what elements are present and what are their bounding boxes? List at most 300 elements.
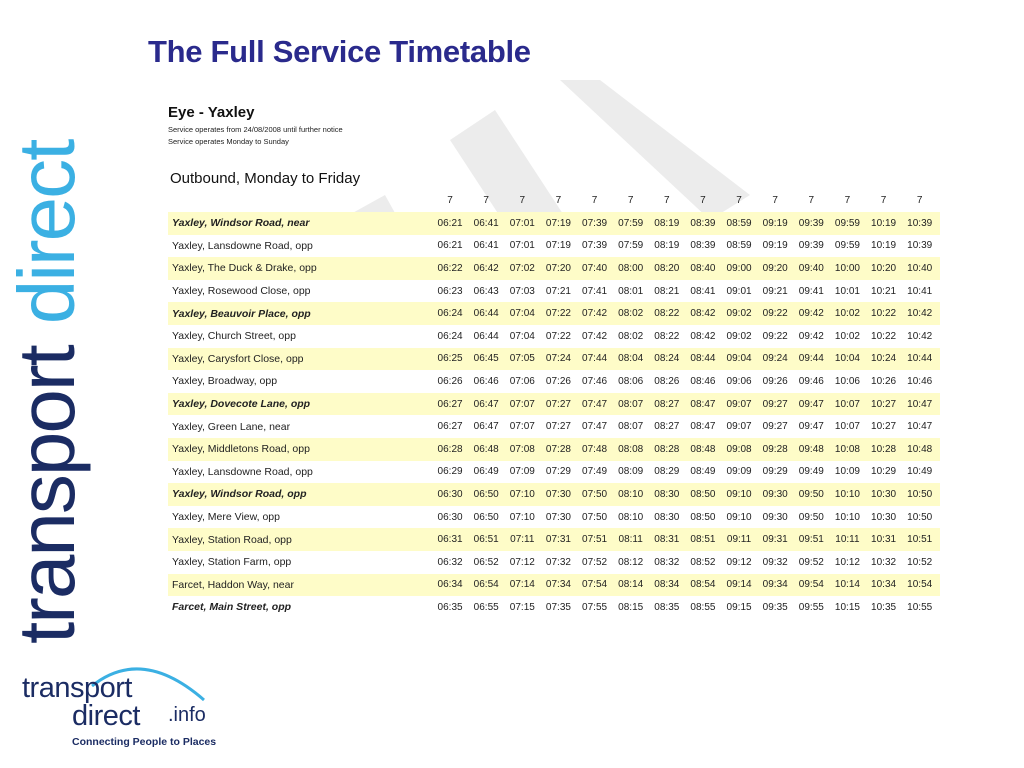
departure-time-cell: 06:29 — [437, 466, 463, 478]
departure-time-cell: 08:50 — [690, 488, 716, 500]
table-row — [168, 506, 940, 529]
stop-name: Yaxley, Station Road, opp — [172, 533, 292, 546]
departure-time-cell: 06:54 — [473, 579, 499, 591]
departure-time-cell: 09:34 — [762, 579, 788, 591]
departure-time-cell: 08:15 — [618, 601, 644, 613]
departure-time-cell: 06:28 — [437, 443, 463, 455]
departure-time-cell: 06:30 — [437, 511, 463, 523]
departure-time-cell: 07:20 — [545, 262, 571, 274]
hours-header-row — [432, 195, 938, 209]
table-row — [168, 348, 940, 371]
departure-time-cell: 07:03 — [509, 285, 535, 297]
departure-time-cell: 07:11 — [510, 534, 535, 546]
departure-times — [432, 512, 938, 523]
departure-time-cell: 08:34 — [654, 579, 680, 591]
departure-time-cell: 07:02 — [509, 262, 535, 274]
service-note-days: Service operates Monday to Sunday — [168, 137, 289, 146]
departure-times — [432, 557, 938, 568]
departure-time-cell: 09:08 — [726, 443, 752, 455]
departure-time-cell: 07:48 — [582, 443, 608, 455]
departure-time-cell: 06:21 — [437, 240, 463, 252]
departure-time-cell: 07:04 — [509, 308, 535, 320]
departure-time-cell: 09:19 — [762, 240, 788, 252]
departure-time-cell: 07:50 — [582, 511, 608, 523]
departure-time-cell: 09:55 — [798, 601, 824, 613]
departure-time-cell: 10:54 — [907, 579, 933, 591]
departure-time-cell: 09:28 — [762, 443, 788, 455]
departure-time-cell: 10:01 — [834, 285, 860, 297]
departure-time-cell: 08:42 — [690, 330, 716, 342]
departure-time-cell: 08:21 — [654, 285, 680, 297]
hour-header-cell: 7 — [627, 195, 634, 206]
departure-time-cell: 08:20 — [654, 262, 680, 274]
hour-header-cell: 7 — [664, 195, 670, 206]
hour-header-cell: 7 — [591, 195, 598, 206]
departure-time-cell: 09:40 — [798, 262, 824, 274]
departure-time-cell: 09:42 — [798, 308, 824, 320]
departure-time-cell: 07:14 — [509, 579, 535, 591]
departure-time-cell: 10:02 — [834, 308, 860, 320]
hour-header-cell: 7 — [916, 195, 923, 206]
departure-time-cell: 09:59 — [834, 217, 860, 229]
departure-time-cell: 09:02 — [726, 308, 752, 320]
departure-time-cell: 10:52 — [907, 556, 933, 568]
stop-name: Yaxley, Green Lane, near — [172, 420, 291, 433]
departure-time-cell: 09:35 — [762, 601, 788, 613]
departure-time-cell: 08:12 — [618, 556, 644, 568]
departure-time-cell: 09:29 — [762, 466, 788, 478]
departure-time-cell: 10:08 — [834, 443, 860, 455]
departure-time-cell: 07:29 — [545, 466, 571, 478]
departure-time-cell: 07:44 — [582, 353, 608, 365]
departure-time-cell: 09:50 — [798, 511, 824, 523]
departure-times — [432, 286, 938, 297]
departure-time-cell: 07:27 — [545, 421, 571, 433]
departure-time-cell: 09:30 — [762, 488, 788, 500]
departure-time-cell: 08:02 — [618, 308, 644, 320]
departure-time-cell: 07:30 — [545, 488, 571, 500]
departure-time-cell: 10:41 — [907, 285, 933, 297]
hour-header-cell: 7 — [555, 195, 562, 206]
stop-name: Yaxley, Middletons Road, opp — [172, 443, 310, 456]
departure-time-cell: 07:28 — [545, 443, 571, 455]
departure-time-cell: 09:12 — [726, 556, 752, 568]
departure-time-cell: 08:30 — [654, 488, 680, 500]
departure-time-cell: 06:22 — [437, 262, 463, 274]
departure-time-cell: 08:07 — [618, 421, 644, 433]
departure-time-cell: 07:42 — [582, 330, 608, 342]
departure-time-cell: 07:46 — [582, 375, 608, 387]
table-row — [168, 438, 940, 461]
table-row — [168, 528, 940, 551]
departure-time-cell: 08:48 — [690, 443, 716, 455]
departure-time-cell: 10:02 — [834, 330, 860, 342]
departure-time-cell: 07:12 — [509, 556, 535, 568]
departure-time-cell: 08:59 — [726, 240, 752, 252]
departure-time-cell: 08:46 — [690, 375, 716, 387]
departure-times — [432, 218, 938, 229]
departure-time-cell: 09:39 — [798, 240, 824, 252]
departure-time-cell: 07:59 — [618, 217, 644, 229]
service-note-dates: Service operates from 24/08/2008 until further notice — [168, 125, 343, 134]
departure-time-cell: 10:19 — [871, 240, 897, 252]
departure-time-cell: 10:14 — [834, 579, 860, 591]
departure-time-cell: 07:51 — [582, 534, 608, 546]
departure-time-cell: 08:19 — [654, 240, 680, 252]
stop-name: Farcet, Haddon Way, near — [172, 578, 294, 591]
departure-time-cell: 10:30 — [871, 511, 897, 523]
departure-time-cell: 06:41 — [473, 240, 499, 252]
departure-time-cell: 06:30 — [437, 488, 463, 500]
departure-time-cell: 07:50 — [582, 488, 608, 500]
departure-times — [432, 331, 938, 342]
departure-time-cell: 09:19 — [762, 217, 788, 229]
departure-time-cell: 07:19 — [545, 240, 571, 252]
departure-time-cell: 06:46 — [473, 375, 499, 387]
departure-time-cell: 07:52 — [582, 556, 608, 568]
departure-time-cell: 08:22 — [654, 330, 680, 342]
stop-name: Yaxley, Station Farm, opp — [172, 556, 292, 569]
departure-time-cell: 07:08 — [509, 443, 535, 455]
departure-time-cell: 06:48 — [473, 443, 499, 455]
departure-time-cell: 09:20 — [762, 262, 788, 274]
departure-time-cell: 08:40 — [690, 262, 716, 274]
vertical-brand-word-transport: transport — [2, 346, 91, 644]
departure-time-cell: 10:50 — [907, 511, 933, 523]
departure-time-cell: 09:01 — [726, 285, 752, 297]
departure-time-cell: 10:39 — [907, 240, 933, 252]
table-row — [168, 415, 940, 438]
departure-time-cell: 09:32 — [762, 556, 788, 568]
departure-time-cell: 09:27 — [762, 421, 788, 433]
departure-times — [432, 444, 938, 455]
departure-time-cell: 07:54 — [582, 579, 608, 591]
hour-header-cell: 7 — [880, 195, 887, 206]
departure-time-cell: 09:27 — [762, 398, 788, 410]
departure-time-cell: 09:06 — [726, 375, 752, 387]
departure-time-cell: 10:21 — [871, 285, 897, 297]
departure-time-cell: 10:30 — [871, 488, 897, 500]
departure-time-cell: 07:07 — [509, 421, 535, 433]
departure-time-cell: 10:35 — [871, 601, 897, 613]
departure-time-cell: 09:07 — [726, 421, 752, 433]
table-row — [168, 461, 940, 484]
departure-time-cell: 10:27 — [871, 421, 897, 433]
timetable-document — [168, 104, 940, 624]
table-row — [168, 325, 940, 348]
departure-time-cell: 07:22 — [545, 330, 571, 342]
departure-time-cell: 10:22 — [871, 308, 897, 320]
departure-time-cell: 10:51 — [907, 534, 933, 546]
departure-time-cell: 09:24 — [762, 353, 788, 365]
departure-time-cell: 10:20 — [871, 262, 897, 274]
departure-time-cell: 07:41 — [582, 285, 608, 297]
departure-time-cell: 10:11 — [835, 534, 860, 546]
departure-time-cell: 06:27 — [437, 398, 463, 410]
departure-times — [432, 489, 938, 500]
stop-name: Yaxley, The Duck & Drake, opp — [172, 262, 317, 275]
departure-time-cell: 10:10 — [834, 511, 860, 523]
hour-header-cell: 7 — [483, 195, 489, 206]
departure-time-cell: 09:21 — [762, 285, 788, 297]
departure-time-cell: 08:14 — [618, 579, 644, 591]
departure-time-cell: 06:42 — [473, 262, 499, 274]
departure-time-cell: 08:49 — [690, 466, 716, 478]
departure-time-cell: 09:47 — [798, 398, 824, 410]
departure-time-cell: 10:31 — [871, 534, 897, 546]
departure-time-cell: 08:54 — [690, 579, 716, 591]
stop-name: Yaxley, Mere View, opp — [172, 511, 280, 524]
stop-name: Yaxley, Carysfort Close, opp — [172, 352, 304, 365]
hour-header-cell: 7 — [808, 195, 815, 206]
departure-time-cell: 10:06 — [834, 375, 860, 387]
logo-tagline: Connecting People to Places — [72, 736, 217, 748]
departure-time-cell: 06:47 — [473, 398, 499, 410]
departure-time-cell: 07:42 — [582, 308, 608, 320]
stop-name: Yaxley, Lansdowne Road, opp — [172, 465, 313, 478]
departure-time-cell: 06:34 — [437, 579, 463, 591]
hour-header-cell: 7 — [844, 195, 851, 206]
departure-time-cell: 09:49 — [798, 466, 824, 478]
departure-time-cell: 06:31 — [437, 534, 463, 546]
departure-time-cell: 10:26 — [871, 375, 897, 387]
vertical-brand-word-direct: direct — [2, 140, 91, 325]
departure-time-cell: 09:41 — [798, 285, 824, 297]
departure-time-cell: 10:29 — [871, 466, 897, 478]
departure-time-cell: 09:07 — [726, 398, 752, 410]
stop-name: Yaxley, Church Street, opp — [172, 330, 296, 343]
departure-time-cell: 06:49 — [473, 466, 499, 478]
departure-time-cell: 09:22 — [762, 308, 788, 320]
logo-word-transport: transport — [22, 672, 132, 704]
departure-time-cell: 06:43 — [473, 285, 499, 297]
departure-time-cell: 08:51 — [690, 534, 716, 546]
departure-times — [432, 466, 938, 477]
departure-time-cell: 10:24 — [871, 353, 897, 365]
departure-time-cell: 08:52 — [690, 556, 716, 568]
table-row — [168, 574, 940, 597]
stop-name: Yaxley, Windsor Road, near — [172, 217, 310, 230]
departure-time-cell: 06:32 — [437, 556, 463, 568]
table-row — [168, 235, 940, 258]
departure-time-cell: 10:34 — [871, 579, 897, 591]
departure-time-cell: 10:15 — [834, 601, 860, 613]
departure-time-cell: 06:23 — [437, 285, 463, 297]
departure-times — [432, 534, 938, 545]
stop-name: Yaxley, Broadway, opp — [172, 375, 278, 388]
stop-name: Yaxley, Rosewood Close, opp — [172, 285, 311, 298]
departure-time-cell: 07:19 — [545, 217, 571, 229]
departure-time-cell: 09:02 — [726, 330, 752, 342]
hour-header-cell: 7 — [772, 195, 778, 206]
departure-time-cell: 10:39 — [907, 217, 933, 229]
logo-suffix-info: .info — [168, 704, 206, 726]
departure-time-cell: 06:50 — [473, 511, 499, 523]
departure-time-cell: 07:27 — [545, 398, 571, 410]
departure-time-cell: 10:12 — [834, 556, 860, 568]
hour-header-cell: 7 — [519, 195, 526, 206]
departure-time-cell: 08:22 — [654, 308, 680, 320]
departure-time-cell: 07:35 — [545, 601, 571, 613]
departure-time-cell: 08:27 — [654, 398, 680, 410]
departure-time-cell: 08:26 — [654, 375, 680, 387]
departure-time-cell: 07:04 — [509, 330, 535, 342]
hour-header-cell: 7 — [700, 195, 706, 206]
departure-time-cell: 08:31 — [654, 534, 680, 546]
departure-time-cell: 10:32 — [871, 556, 897, 568]
departure-time-cell: 09:11 — [726, 534, 752, 546]
stop-name: Yaxley, Dovecote Lane, opp — [172, 398, 311, 411]
timetable-rows — [168, 212, 940, 619]
departure-time-cell: 08:42 — [690, 308, 716, 320]
table-row — [168, 483, 940, 506]
table-row — [168, 302, 940, 325]
departure-time-cell: 09:15 — [726, 601, 752, 613]
hour-header-cell: 7 — [447, 195, 453, 206]
departure-time-cell: 10:22 — [871, 330, 897, 342]
departure-time-cell: 09:46 — [798, 375, 824, 387]
departure-time-cell: 10:09 — [834, 466, 860, 478]
departure-time-cell: 10:28 — [871, 443, 897, 455]
departure-time-cell: 10:47 — [907, 398, 933, 410]
departure-time-cell: 07:39 — [582, 240, 608, 252]
departure-time-cell: 09:22 — [762, 330, 788, 342]
departure-times — [432, 579, 938, 590]
departure-time-cell: 07:09 — [509, 466, 535, 478]
logo-word-direct: direct — [72, 700, 140, 732]
section-heading: Outbound, Monday to Friday — [170, 170, 361, 187]
departure-time-cell: 08:28 — [654, 443, 680, 455]
departure-time-cell: 06:51 — [473, 534, 499, 546]
departure-time-cell: 09:14 — [726, 579, 752, 591]
departure-time-cell: 10:49 — [907, 466, 933, 478]
table-row — [168, 280, 940, 303]
departure-time-cell: 10:55 — [907, 601, 933, 613]
departure-time-cell: 08:29 — [654, 466, 680, 478]
departure-time-cell: 07:32 — [545, 556, 571, 568]
departure-time-cell: 09:09 — [726, 466, 752, 478]
departure-time-cell: 09:00 — [726, 262, 752, 274]
departure-time-cell: 08:00 — [618, 262, 644, 274]
departure-time-cell: 08:02 — [618, 330, 644, 342]
departure-times — [432, 399, 938, 410]
departure-time-cell: 07:39 — [582, 217, 608, 229]
departure-time-cell: 09:52 — [798, 556, 824, 568]
departure-time-cell: 09:26 — [762, 375, 788, 387]
departure-time-cell: 07:21 — [545, 285, 571, 297]
departure-time-cell: 09:10 — [726, 511, 752, 523]
departure-time-cell: 06:44 — [473, 308, 499, 320]
departure-time-cell: 06:41 — [473, 217, 499, 229]
departure-time-cell: 08:47 — [690, 398, 716, 410]
departure-time-cell: 08:09 — [618, 466, 644, 478]
departure-times — [432, 263, 938, 274]
departure-time-cell: 09:54 — [798, 579, 824, 591]
departure-time-cell: 07:05 — [509, 353, 535, 365]
departure-time-cell: 07:26 — [545, 375, 571, 387]
departure-time-cell: 07:01 — [509, 240, 535, 252]
departure-time-cell: 06:50 — [473, 488, 499, 500]
departure-time-cell: 07:49 — [582, 466, 608, 478]
departure-time-cell: 08:24 — [654, 353, 680, 365]
departure-time-cell: 10:07 — [834, 421, 860, 433]
departure-time-cell: 06:24 — [437, 330, 463, 342]
departure-time-cell: 09:42 — [798, 330, 824, 342]
departure-time-cell: 08:10 — [618, 488, 644, 500]
departure-time-cell: 08:47 — [690, 421, 716, 433]
departure-times — [432, 602, 938, 613]
departure-time-cell: 06:21 — [437, 217, 463, 229]
departure-time-cell: 10:19 — [871, 217, 897, 229]
departure-time-cell: 07:22 — [545, 308, 571, 320]
departure-time-cell: 07:15 — [509, 601, 535, 613]
stop-name: Yaxley, Windsor Road, opp — [172, 488, 307, 501]
departure-time-cell: 08:39 — [690, 217, 716, 229]
departure-time-cell: 08:07 — [618, 398, 644, 410]
departure-time-cell: 07:10 — [509, 488, 535, 500]
departure-time-cell: 08:41 — [690, 285, 716, 297]
departure-time-cell: 09:31 — [762, 534, 788, 546]
departure-time-cell: 10:04 — [834, 353, 860, 365]
departure-time-cell: 06:25 — [437, 353, 463, 365]
departure-time-cell: 09:48 — [798, 443, 824, 455]
table-row — [168, 596, 940, 619]
departure-time-cell: 08:50 — [690, 511, 716, 523]
departure-time-cell: 08:01 — [618, 285, 644, 297]
vertical-brand-text — [2, 139, 91, 644]
departure-time-cell: 08:32 — [654, 556, 680, 568]
departure-time-cell: 10:48 — [907, 443, 933, 455]
departure-time-cell: 06:35 — [437, 601, 463, 613]
departure-time-cell: 06:24 — [437, 308, 463, 320]
departure-time-cell: 10:00 — [834, 262, 860, 274]
departure-time-cell: 09:47 — [798, 421, 824, 433]
departure-time-cell: 08:19 — [654, 217, 680, 229]
departure-time-cell: 07:01 — [509, 217, 535, 229]
departure-time-cell: 07:10 — [509, 511, 535, 523]
table-row — [168, 212, 940, 235]
departure-time-cell: 10:27 — [871, 398, 897, 410]
departure-time-cell: 09:10 — [726, 488, 752, 500]
departure-time-cell: 10:10 — [834, 488, 860, 500]
departure-time-cell: 09:39 — [798, 217, 824, 229]
departure-time-cell: 08:08 — [618, 443, 644, 455]
departure-time-cell: 08:35 — [654, 601, 680, 613]
departure-time-cell: 10:42 — [907, 308, 933, 320]
departure-time-cell: 07:34 — [545, 579, 571, 591]
timetable-title: Eye - Yaxley — [168, 104, 255, 121]
departure-time-cell: 07:31 — [545, 534, 571, 546]
stop-name: Farcet, Main Street, opp — [172, 601, 292, 614]
departure-time-cell: 08:06 — [618, 375, 644, 387]
departure-time-cell: 06:44 — [473, 330, 499, 342]
departure-time-cell: 07:40 — [582, 262, 608, 274]
departure-time-cell: 06:52 — [473, 556, 499, 568]
departure-time-cell: 07:47 — [582, 398, 608, 410]
departure-time-cell: 06:45 — [473, 353, 499, 365]
departure-time-cell: 09:44 — [798, 353, 824, 365]
departure-time-cell: 07:59 — [618, 240, 644, 252]
departure-times — [432, 240, 938, 251]
departure-time-cell: 08:39 — [690, 240, 716, 252]
departure-time-cell: 09:04 — [726, 353, 752, 365]
departure-times — [432, 353, 938, 364]
departure-time-cell: 10:47 — [907, 421, 933, 433]
departure-time-cell: 06:26 — [437, 375, 463, 387]
departure-time-cell: 10:44 — [907, 353, 933, 365]
departure-time-cell: 08:30 — [654, 511, 680, 523]
departure-time-cell: 08:11 — [618, 534, 643, 546]
